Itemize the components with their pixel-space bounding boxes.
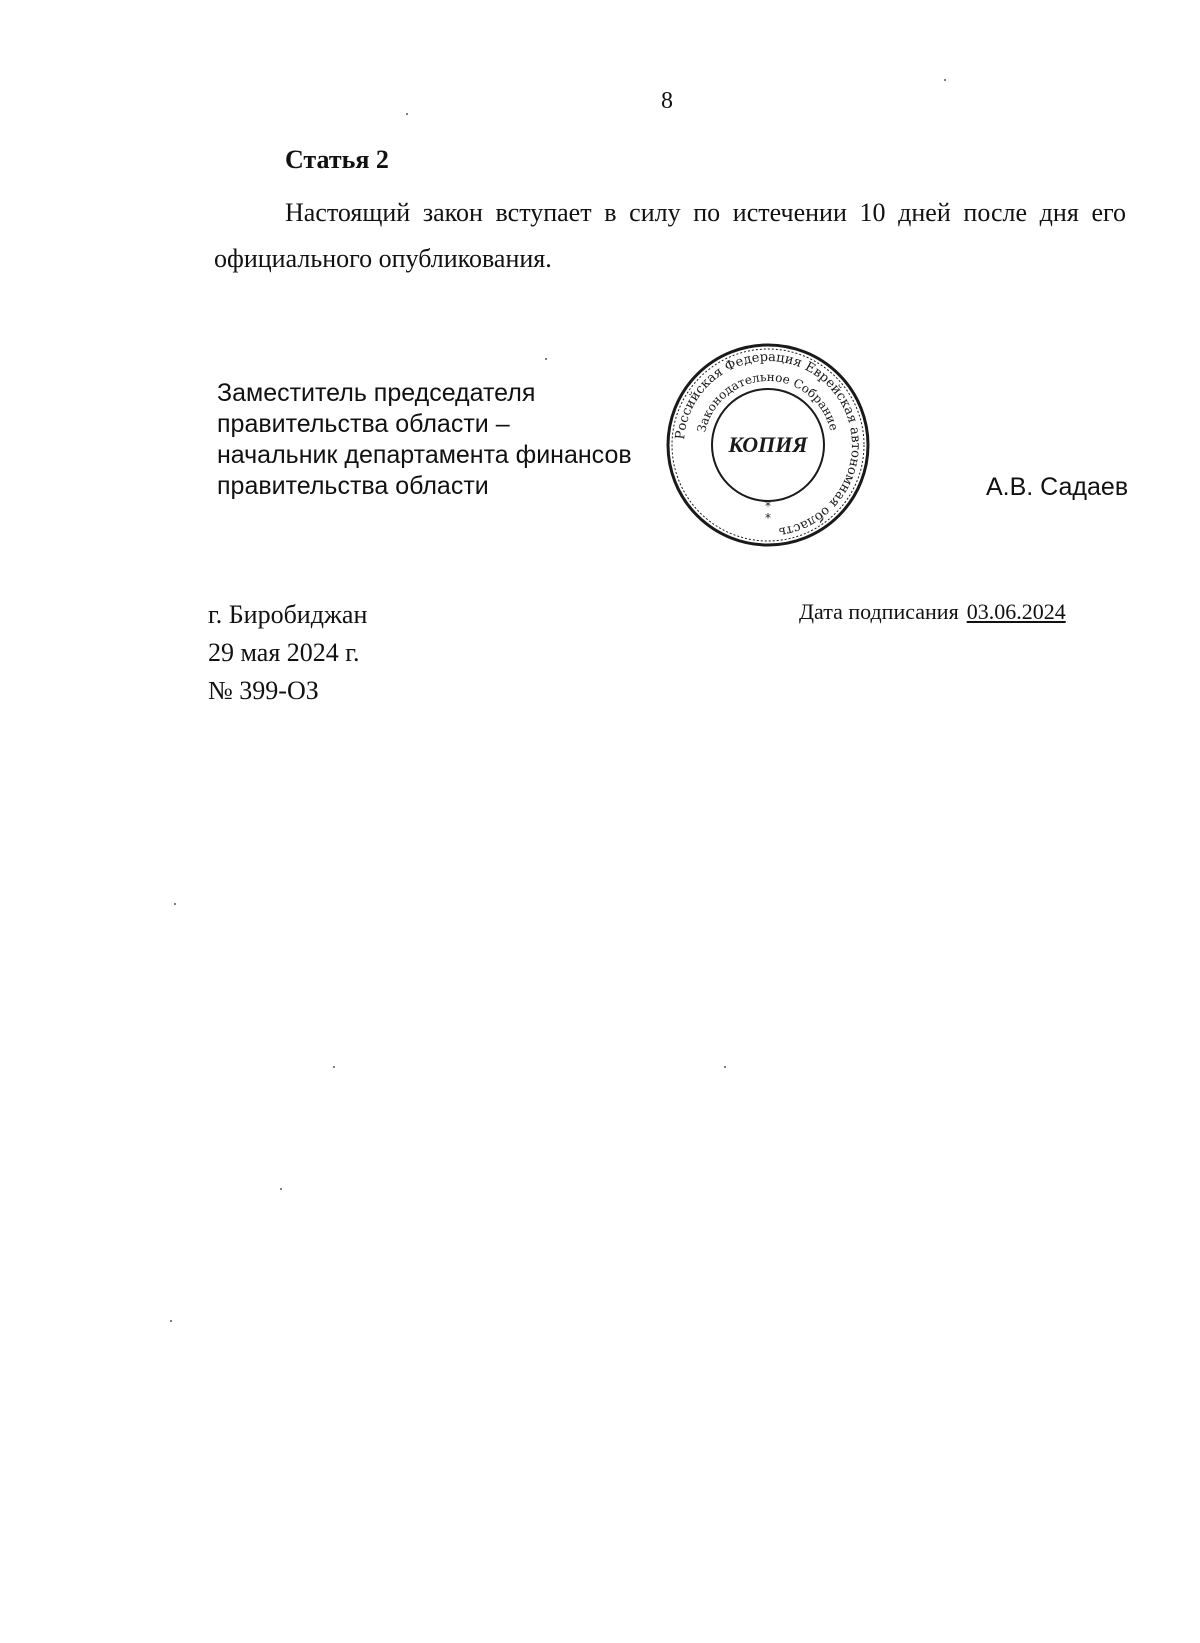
signatory-position-line: правительства области <box>217 472 489 500</box>
signatory-position-line: правительства области – <box>217 410 510 438</box>
scan-speck <box>406 113 408 115</box>
article-body: Настоящий закон вступает в силу по истечении 10 дней после дня его официального опубликования. <box>214 198 1126 273</box>
city: г. Биробиджан <box>208 600 368 629</box>
seal-outer-text: Российская Федерация Еврейская автономная область <box>673 349 864 540</box>
scan-speck <box>280 1188 282 1190</box>
signatory-position-line: Заместитель председателя <box>217 379 536 407</box>
signatory-position-line: начальник департамента финансов <box>217 441 632 469</box>
seal-inner-text: Законодательное Собрание <box>694 369 842 434</box>
signing-date <box>799 599 1066 625</box>
official-seal-stamp <box>663 340 873 550</box>
scan-speck <box>333 1066 335 1068</box>
signer-name: А.В. Садаев <box>986 473 1129 501</box>
place-and-date <box>208 596 367 710</box>
article-heading: Статья 2 <box>285 145 389 174</box>
signing-date-label: Дата подписания <box>799 599 959 624</box>
page-number: 8 <box>661 88 673 114</box>
adoption-date: 29 мая 2024 г. <box>208 638 360 667</box>
seal-star-icon: * <box>765 499 771 513</box>
signing-date-value: 03.06.2024 <box>966 599 1066 624</box>
law-number: № 399-ОЗ <box>208 676 319 705</box>
seal-center-text: КОПИЯ <box>728 432 808 457</box>
scan-speck <box>545 358 547 360</box>
signatory-position <box>217 378 632 502</box>
seal-star-icon: * <box>765 511 771 525</box>
scan-speck <box>724 1066 726 1068</box>
scan-speck <box>174 903 176 905</box>
scan-speck <box>170 1320 172 1322</box>
scan-speck <box>944 79 946 81</box>
